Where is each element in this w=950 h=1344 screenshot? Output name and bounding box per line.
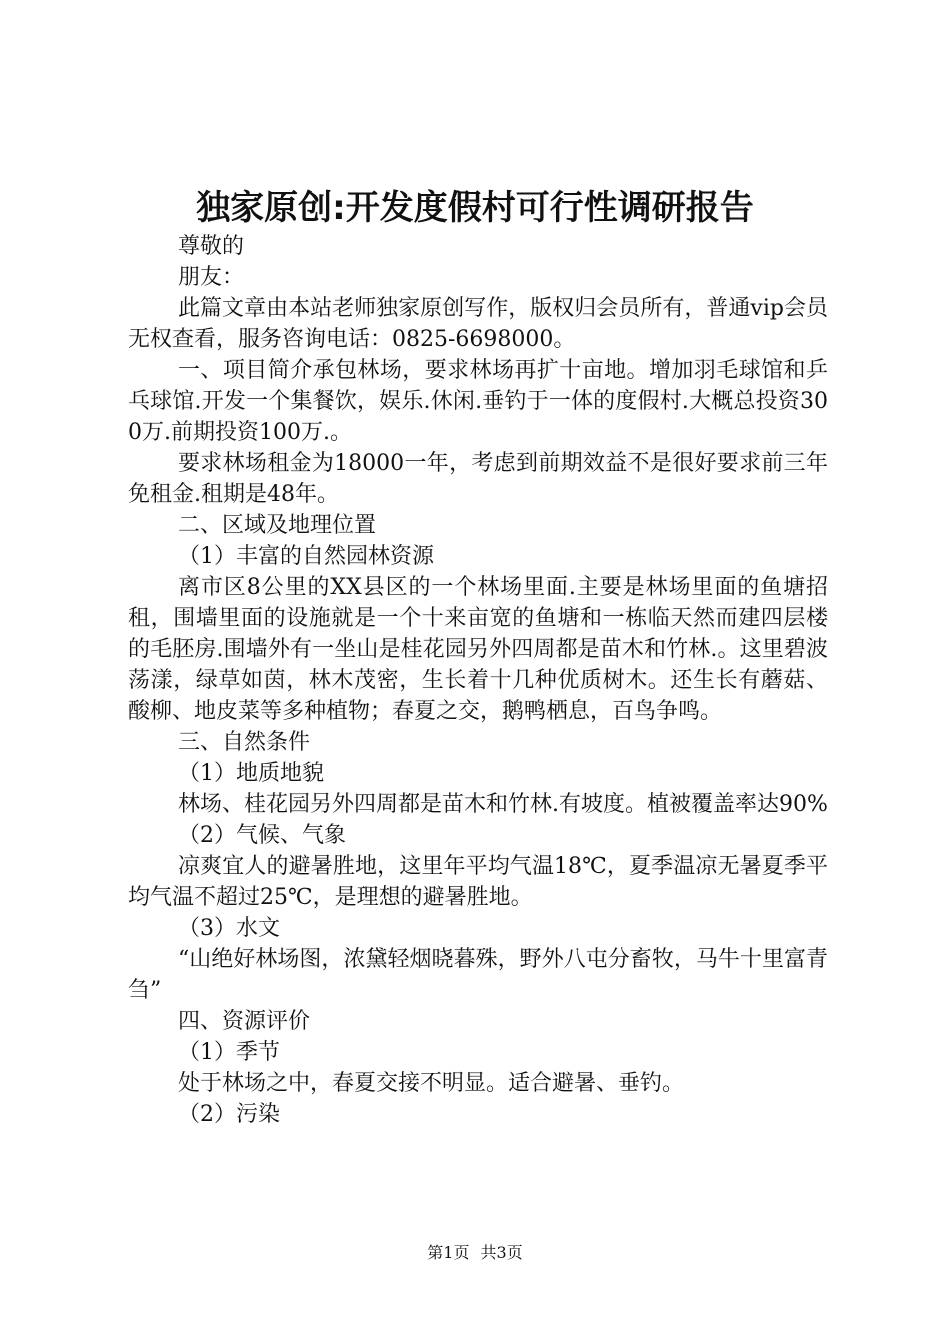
paragraph: 要求林场租金为18000一年，考虑到前期效益不是很好要求前三年免租金.租期是48年。 [128,451,828,507]
subsection-heading: （2）污染 [178,1102,280,1127]
salutation-line-1: 尊敬的 [178,234,245,259]
paragraph: 此篇文章由本站老师独家原创写作，版权归会员所有，普通vip会员无权查看，服务咨询电话：0825-6698000。 [128,296,828,352]
subsection-heading: （1）丰富的自然园林资源 [178,544,434,569]
page-footer [0,1241,950,1265]
paragraph: 凉爽宜人的避暑胜地，这里年平均气温18℃，夏季温凉无暑夏季平均气温不超过25℃，是理想的避暑胜地。 [128,854,828,910]
page-number: 第1页 [427,1243,470,1262]
subsection-heading: （1）季节 [178,1040,280,1065]
section-heading: 四、资源评价 [178,1009,311,1034]
salutation-line-2: 朋友： [178,265,245,290]
paragraph: 离市区8公里的XX县区的一个林场里面.主要是林场里面的鱼塘招租，围墙里面的设施就是一个十来亩宽的鱼塘和一栋临天然而建四层楼的毛胚房.围墙外有一坐山是桂花园另外四周都是苗木和竹林.。这里碧波荡漾，绿草如茵，林木茂密，生长着十几种优质树木。还生长有蘑菇、酸柳、地皮菜等多种植物；春夏之交，鹅鸭栖息，百鸟争鸣。 [128,575,828,724]
section-heading: 三、自然条件 [178,730,311,755]
document-title: 独家原创:开发度假村可行性调研报告 [196,188,754,228]
section-heading: 二、区域及地理位置 [178,513,377,538]
page-total: 共3页 [480,1243,523,1262]
subsection-heading: （2）气候、气象 [178,823,346,848]
paragraph: 处于林场之中，春夏交接不明显。适合避暑、垂钓。 [178,1071,685,1096]
paragraph: 林场、桂花园另外四周都是苗木和竹林.有坡度。植被覆盖率达90% [178,792,828,817]
paragraph: “山绝好林场图，浓黛轻烟晓暮殊，野外八屯分畜牧，马牛十里富青刍” [128,947,828,1003]
subsection-heading: （3）水文 [178,916,280,941]
subsection-heading: （1）地质地貌 [178,761,324,786]
document-body [128,231,828,1130]
paragraph: 一、项目简介承包林场，要求林场再扩十亩地。增加羽毛球馆和乒乓球馆.开发一个集餐饮，娱乐.休闲.垂钓于一体的度假村.大概总投资300万.前期投资100万.。 [128,358,828,445]
